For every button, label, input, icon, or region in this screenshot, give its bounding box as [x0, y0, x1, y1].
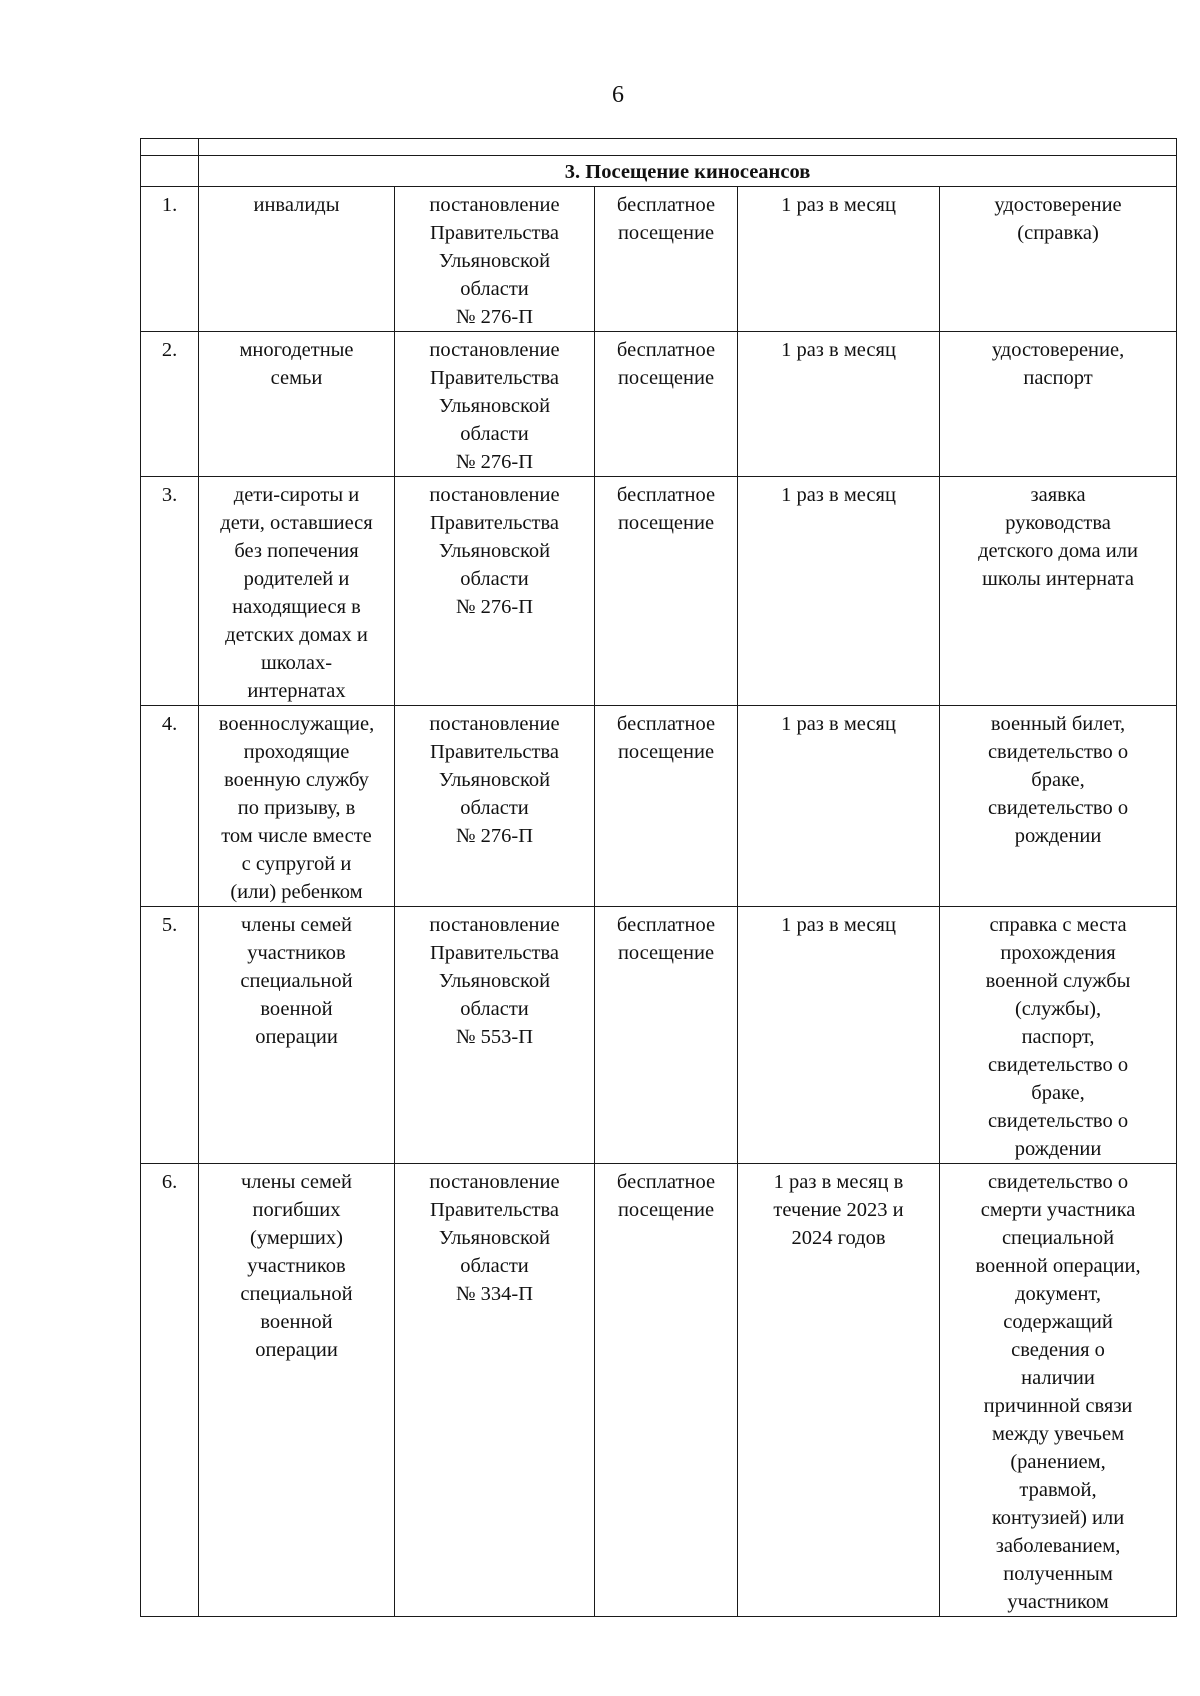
row-number: 6. [141, 1164, 199, 1617]
proof-cell: заявка руководства детского дома или школы интерната [940, 477, 1177, 706]
benefit-cell: бесплатное посещение [595, 477, 738, 706]
section-title: 3. Посещение киносеансов [199, 156, 1177, 187]
document-cell: постановление Правительства Ульяновской области № 276-П [395, 332, 595, 477]
category-cell: инвалиды [199, 187, 395, 332]
benefits-table [140, 138, 1177, 1617]
frequency-cell: 1 раз в месяц [738, 477, 940, 706]
row-number: 4. [141, 706, 199, 907]
table-row [141, 907, 1177, 1164]
benefit-cell: бесплатное посещение [595, 332, 738, 477]
row-number: 1. [141, 187, 199, 332]
row-number: 3. [141, 477, 199, 706]
document-cell: постановление Правительства Ульяновской области № 334-П [395, 1164, 595, 1617]
benefit-cell: бесплатное посещение [595, 907, 738, 1164]
table-row [141, 706, 1177, 907]
section-num-cell [141, 156, 199, 187]
proof-cell: удостоверение, паспорт [940, 332, 1177, 477]
proof-cell: свидетельство о смерти участника специальной военной операции, документ, содержащий сведения о наличии причинной связи между увечьем (ранением, травмой, контузией) или заболеванием, полученным участником [940, 1164, 1177, 1617]
table-row [141, 187, 1177, 332]
category-cell: военнослужащие, проходящие военную службу по призыву, в том числе вместе с супругой и (или) ребенком [199, 706, 395, 907]
frequency-cell: 1 раз в месяц [738, 706, 940, 907]
frequency-cell: 1 раз в месяц [738, 907, 940, 1164]
section-row [141, 156, 1177, 187]
header-cell [141, 139, 199, 156]
benefit-cell: бесплатное посещение [595, 1164, 738, 1617]
proof-cell: военный билет, свидетельство о браке, свидетельство о рождении [940, 706, 1177, 907]
frequency-cell: 1 раз в месяц в течение 2023 и 2024 годов [738, 1164, 940, 1617]
category-cell: члены семей участников специальной военной операции [199, 907, 395, 1164]
page-number: 6 [612, 82, 624, 108]
proof-cell: справка с места прохождения военной службы (службы), паспорт, свидетельство о браке, свидетельство о рождении [940, 907, 1177, 1164]
table-row [141, 1164, 1177, 1617]
document-cell: постановление Правительства Ульяновской области № 276-П [395, 187, 595, 332]
benefit-cell: бесплатное посещение [595, 187, 738, 332]
row-number: 5. [141, 907, 199, 1164]
header-cell [199, 139, 1177, 156]
category-cell: многодетные семьи [199, 332, 395, 477]
document-cell: постановление Правительства Ульяновской области № 553-П [395, 907, 595, 1164]
table-row [141, 477, 1177, 706]
document-cell: постановление Правительства Ульяновской области № 276-П [395, 706, 595, 907]
category-cell: члены семей погибших (умерших) участников специальной военной операции [199, 1164, 395, 1617]
table-header-row [141, 139, 1177, 156]
row-number: 2. [141, 332, 199, 477]
document-cell: постановление Правительства Ульяновской области № 276-П [395, 477, 595, 706]
benefit-cell: бесплатное посещение [595, 706, 738, 907]
frequency-cell: 1 раз в месяц [738, 332, 940, 477]
proof-cell: удостоверение (справка) [940, 187, 1177, 332]
frequency-cell: 1 раз в месяц [738, 187, 940, 332]
table-row [141, 332, 1177, 477]
category-cell: дети-сироты и дети, оставшиеся без попечения родителей и находящиеся в детских домах и школах- интернатах [199, 477, 395, 706]
